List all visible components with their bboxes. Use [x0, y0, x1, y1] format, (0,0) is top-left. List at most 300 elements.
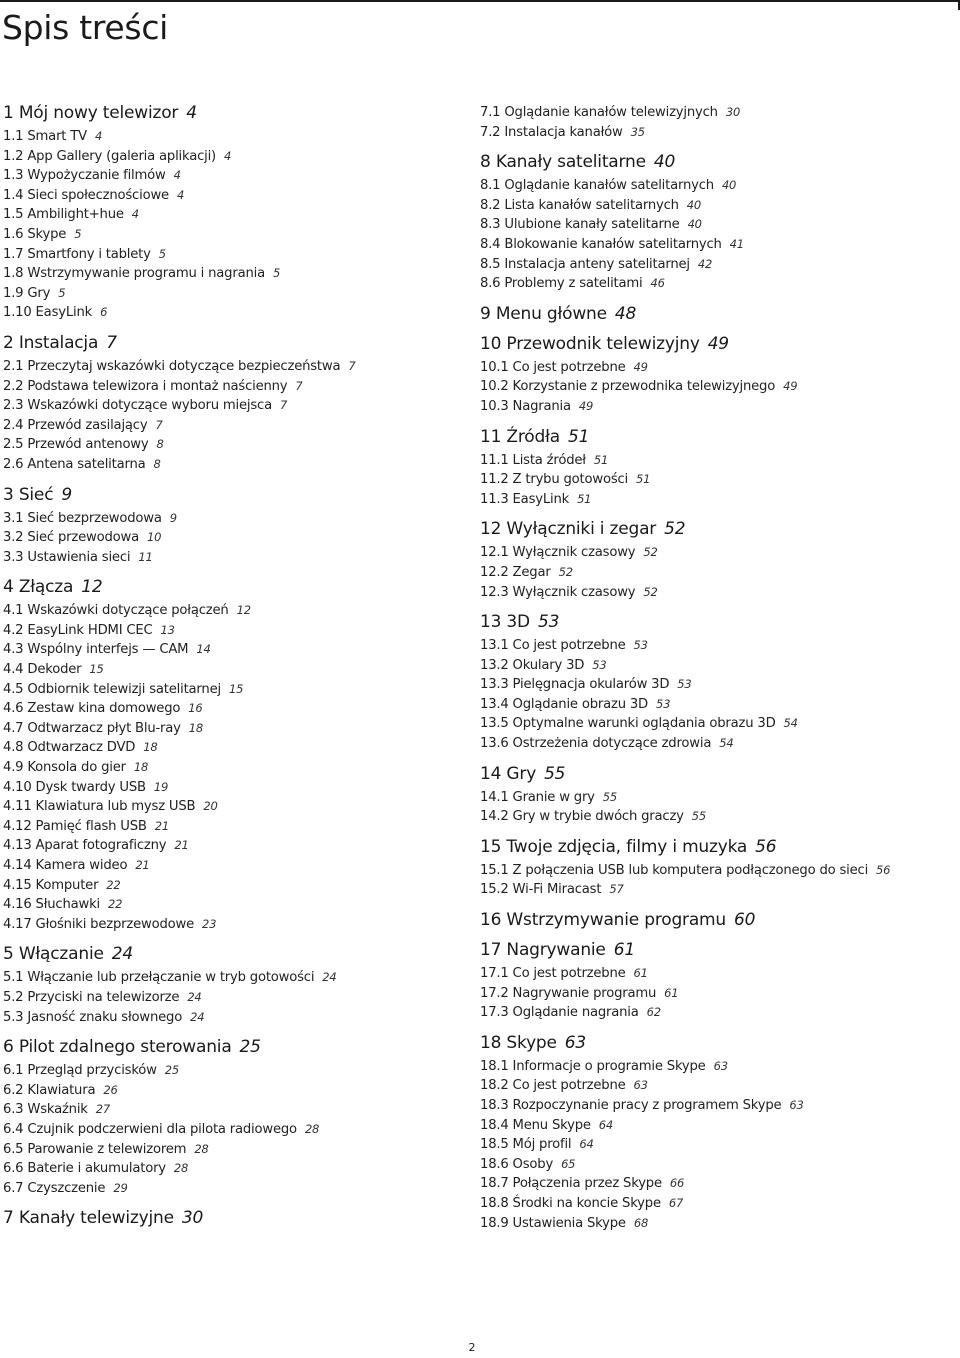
toc-chapter-entry[interactable]: [3, 1208, 468, 1228]
subsection-page-number: 10: [146, 530, 162, 545]
toc-subsection-entry[interactable]: [480, 675, 958, 695]
subsection-page-number: 40: [687, 217, 702, 232]
toc-section: [3, 103, 468, 323]
subsection-page-number: 16: [188, 701, 203, 716]
toc-subsection-entry[interactable]: [3, 817, 468, 837]
toc-subsection-entry[interactable]: [3, 264, 468, 284]
subsection-title: 5.1 Włączanie lub przełączanie w tryb gotowości: [3, 970, 315, 986]
subsection-title: 2.4 Przewód zasilający: [3, 417, 148, 433]
chapter-title: 17 Nagrywanie: [480, 940, 606, 961]
subsection-title: 2.1 Przeczytaj wskazówki dotyczące bezpieczeństwa: [3, 358, 341, 374]
toc-subsection-entry[interactable]: [3, 988, 468, 1008]
chapter-page-number: 12: [81, 577, 103, 598]
toc-chapter-entry[interactable]: [3, 944, 468, 964]
toc-subsection-entry[interactable]: [480, 451, 958, 471]
toc-chapter-entry[interactable]: [480, 1033, 958, 1053]
toc-chapter-entry[interactable]: [3, 1037, 468, 1057]
subsection-page-number: 14: [196, 642, 211, 657]
toc-subsection-list: [480, 1057, 958, 1233]
subsection-title: 13.6 Ostrzeżenia dotyczące zdrowia: [480, 736, 712, 752]
toc-subsection-entry[interactable]: [3, 968, 468, 988]
subsection-page-number: 4: [176, 187, 185, 202]
subsection-page-number: 4: [224, 148, 232, 163]
toc-chapter-entry[interactable]: [480, 304, 958, 324]
subsection-page-number: 28: [194, 1141, 209, 1156]
toc-subsection-entry[interactable]: [480, 123, 958, 143]
toc-subsection-entry[interactable]: [3, 225, 468, 245]
subsection-page-number: 63: [633, 1078, 648, 1093]
toc-subsection-entry[interactable]: [3, 758, 468, 778]
toc-subsection-list: [3, 357, 468, 475]
toc-section: [3, 577, 468, 934]
toc-section: [480, 837, 958, 900]
chapter-title: 3 Sieć: [3, 484, 54, 505]
subsection-title: 18.5 Mój profil: [480, 1137, 572, 1153]
subsection-title: 5.2 Przyciski na telewizorze: [3, 989, 180, 1005]
subsection-page-number: 40: [721, 178, 737, 193]
toc-subsection-entry[interactable]: [3, 1120, 468, 1140]
chapter-title: 16 Wstrzymywanie programu: [480, 910, 726, 931]
toc-subsection-entry[interactable]: [480, 656, 958, 676]
subsection-page-number: 53: [656, 696, 671, 711]
subsection-page-number: 51: [593, 452, 609, 467]
toc-section: [480, 910, 958, 930]
toc-chapter-entry[interactable]: [480, 152, 958, 172]
toc-subsection-entry[interactable]: [480, 1116, 958, 1136]
toc-subsection-entry[interactable]: [3, 205, 468, 225]
subsection-title: 18.7 Połączenia przez Skype: [480, 1176, 662, 1192]
subsection-page-number: 65: [561, 1156, 576, 1171]
subsection-title: 4.7 Odtwarzacz płyt Blu-ray: [3, 720, 181, 736]
toc-subsection-entry[interactable]: [3, 284, 468, 304]
subsection-title: 3.2 Sieć przewodowa: [3, 530, 139, 546]
page-number: 2: [468, 1341, 476, 1354]
subsection-page-number: 24: [190, 1009, 205, 1024]
subsection-page-number: 22: [106, 877, 121, 892]
subsection-title: 2.6 Antena satelitarna: [3, 456, 146, 472]
toc-subsection-entry[interactable]: [480, 490, 958, 510]
subsection-page-number: 55: [691, 809, 707, 824]
chapter-title: 5 Włączanie: [3, 944, 104, 965]
subsection-page-number: 52: [643, 584, 658, 599]
toc-subsection-entry[interactable]: [480, 196, 958, 216]
toc-right-column: [480, 103, 958, 1243]
subsection-page-number: 27: [95, 1102, 110, 1117]
chapter-title: 4 Złącza: [3, 577, 74, 598]
toc-section: [3, 1037, 468, 1198]
subsection-title: 4.4 Dekoder: [3, 662, 82, 678]
toc-subsection-entry[interactable]: [480, 103, 958, 123]
toc-subsection-list: [3, 1061, 468, 1198]
subsection-page-number: 20: [203, 799, 218, 814]
toc-subsection-entry[interactable]: [480, 807, 958, 827]
subsection-page-number: 4: [173, 168, 181, 183]
subsection-title: 18.3 Rozpoczynanie pracy z programem Skype: [480, 1098, 782, 1113]
toc-subsection-entry[interactable]: [3, 166, 468, 186]
toc-subsection-entry[interactable]: [3, 357, 468, 377]
toc-section: [3, 1208, 468, 1228]
toc-subsection-list: [480, 543, 958, 602]
subsection-page-number: 18: [188, 720, 203, 735]
subsection-title: 18.4 Menu Skype: [480, 1117, 591, 1133]
toc-subsection-entry[interactable]: [3, 396, 468, 416]
subsection-page-number: 57: [609, 882, 624, 897]
toc-subsection-entry[interactable]: [480, 1135, 958, 1155]
subsection-page-number: 15: [89, 662, 104, 677]
subsection-title: 4.13 Aparat fotograficzny: [3, 838, 167, 854]
toc-subsection-entry[interactable]: [3, 660, 468, 680]
subsection-title: 6.7 Czyszczenie: [3, 1180, 106, 1196]
toc-subsection-entry[interactable]: [480, 543, 958, 563]
subsection-title: 1.8 Wstrzymywanie programu i nagrania: [3, 266, 265, 282]
chapter-title: 8 Kanały satelitarne: [480, 152, 646, 173]
subsection-title: 11.2 Z trybu gotowości: [480, 472, 629, 488]
subsection-page-number: 54: [783, 716, 798, 731]
chapter-title: 10 Przewodnik telewizyjny: [480, 333, 700, 354]
toc-subsection-entry[interactable]: [3, 856, 468, 876]
subsection-title: 6.4 Czujnik podczerwieni dla pilota radiowego: [3, 1121, 297, 1137]
toc-subsection-entry[interactable]: [480, 583, 958, 603]
toc-subsection-entry[interactable]: [480, 636, 958, 656]
toc-subsection-entry[interactable]: [480, 695, 958, 715]
subsection-page-number: 21: [135, 858, 150, 872]
subsection-page-number: 64: [598, 1117, 614, 1132]
subsection-page-number: 24: [322, 970, 337, 985]
subsection-title: 14.2 Gry w trybie dwóch graczy: [480, 809, 684, 825]
subsection-title: 13.3 Pielęgnacja okularów 3D: [480, 677, 670, 693]
toc-subsection-list: [3, 601, 468, 934]
chapter-page-number: 55: [544, 763, 566, 784]
subsection-title: 6.2 Klawiatura: [3, 1082, 96, 1098]
toc-chapter-entry[interactable]: [3, 485, 468, 505]
subsection-page-number: 53: [633, 638, 648, 653]
toc-subsection-entry[interactable]: [3, 303, 468, 323]
subsection-title: 4.3 Wspólny interfejs — CAM: [3, 642, 189, 658]
toc-section: [480, 940, 958, 1023]
chapter-title: 9 Menu główne: [480, 303, 607, 324]
toc-section: [480, 1033, 958, 1233]
toc-subsection-entry[interactable]: [3, 738, 468, 758]
toc-chapter-entry[interactable]: [3, 103, 468, 123]
toc-subsection-list: [480, 964, 958, 1023]
subsection-page-number: 26: [103, 1082, 118, 1097]
subsection-page-number: 9: [169, 510, 177, 525]
subsection-page-number: 13: [160, 622, 175, 637]
subsection-title: 8.2 Lista kanałów satelitarnych: [480, 197, 679, 213]
toc-subsection-entry[interactable]: [480, 563, 958, 583]
toc-chapter-entry[interactable]: [3, 577, 468, 597]
subsection-page-number: 29: [113, 1180, 128, 1195]
toc-subsection-entry[interactable]: [480, 788, 958, 808]
toc-subsection-entry[interactable]: [480, 397, 958, 417]
subsection-title: 12.3 Wyłącznik czasowy: [480, 584, 636, 600]
subsection-title: 4.2 EasyLink HDMI CEC: [3, 622, 153, 638]
subsection-title: 1.4 Sieci społecznościowe: [3, 187, 169, 203]
subsection-page-number: 42: [697, 256, 713, 271]
subsection-title: 15.2 Wi-Fi Miracast: [480, 882, 602, 898]
subsection-title: 7.1 Oglądanie kanałów telewizyjnych: [480, 105, 718, 120]
toc-chapter-entry[interactable]: [480, 764, 958, 784]
subsection-page-number: 5: [58, 285, 66, 300]
toc-subsection-entry[interactable]: [480, 1155, 958, 1175]
toc-subsection-entry[interactable]: [3, 1140, 468, 1160]
toc-subsection-entry[interactable]: [3, 455, 468, 475]
chapter-page-number: 24: [111, 944, 133, 965]
toc-subsection-entry[interactable]: [3, 435, 468, 455]
toc-subsection-entry[interactable]: [3, 699, 468, 719]
subsection-title: 4.1 Wskazówki dotyczące połączeń: [3, 603, 229, 619]
toc-chapter-entry[interactable]: [3, 333, 468, 353]
toc-subsection-entry[interactable]: [3, 416, 468, 436]
subsection-title: 8.3 Ulubione kanały satelitarne: [480, 217, 680, 233]
toc-chapter-entry[interactable]: [480, 940, 958, 960]
chapter-page-number: 61: [613, 940, 635, 961]
toc-subsection-entry[interactable]: [3, 1008, 468, 1028]
toc-subsection-entry[interactable]: [3, 377, 468, 397]
subsection-title: 4.12 Pamięć flash USB: [3, 818, 147, 834]
subsection-page-number: 61: [633, 966, 648, 981]
toc-chapter-entry[interactable]: [480, 837, 958, 857]
toc-section: [480, 427, 958, 510]
subsection-page-number: 19: [153, 779, 169, 794]
toc-subsection-list: [3, 127, 468, 323]
subsection-page-number: 28: [173, 1161, 189, 1176]
chapter-page-number: 7: [106, 332, 117, 353]
subsection-title: 2.2 Podstawa telewizora i montaż naścienny: [3, 378, 288, 394]
subsection-page-number: 52: [643, 545, 658, 560]
toc-subsection-list: [480, 358, 958, 417]
chapter-page-number: 4: [186, 103, 197, 123]
subsection-title: 1.2 App Gallery (galeria aplikacji): [3, 148, 217, 164]
toc-section: [3, 944, 468, 1027]
subsection-page-number: 23: [202, 916, 217, 931]
subsection-page-number: 22: [108, 897, 123, 912]
toc-subsection-entry[interactable]: [3, 245, 468, 265]
subsection-title: 15.1 Z połączenia USB lub komputera podłączonego do sieci: [480, 862, 869, 878]
subsection-title: 6.5 Parowanie z telewizorem: [3, 1141, 187, 1157]
subsection-page-number: 67: [668, 1195, 684, 1210]
toc-section: [480, 304, 958, 324]
toc-subsection-entry[interactable]: [480, 1076, 958, 1096]
toc-subsection-entry[interactable]: [480, 861, 958, 881]
subsection-title: 8.6 Problemy z satelitami: [480, 276, 643, 292]
toc-subsection-entry[interactable]: [3, 186, 468, 206]
subsection-title: 4.9 Konsola do gier: [3, 760, 126, 776]
toc-subsection-entry[interactable]: [3, 680, 468, 700]
toc-subsection-entry[interactable]: [480, 255, 958, 275]
toc-subsection-entry[interactable]: [480, 358, 958, 378]
toc-subsection-entry[interactable]: [480, 470, 958, 490]
chapter-page-number: 56: [755, 836, 777, 857]
chapter-page-number: 63: [564, 1032, 587, 1053]
subsection-page-number: 6: [100, 305, 108, 320]
subsection-title: 18.2 Co jest potrzebne: [480, 1078, 626, 1094]
subsection-title: 1.7 Smartfony i tablety: [3, 246, 151, 262]
subsection-page-number: 7: [348, 358, 356, 373]
toc-subsection-entry[interactable]: [3, 797, 468, 817]
toc-section: [3, 333, 468, 475]
toc-subsection-entry[interactable]: [3, 1159, 468, 1179]
subsection-title: 18.9 Ustawienia Skype: [480, 1215, 626, 1231]
chapter-title: 2 Instalacja: [3, 332, 99, 353]
toc-section: [480, 612, 958, 754]
subsection-title: 1.6 Skype: [3, 226, 67, 242]
subsection-page-number: 7: [279, 398, 288, 413]
subsection-page-number: 61: [664, 985, 679, 1000]
subsection-page-number: 4: [94, 129, 103, 143]
subsection-page-number: 12: [236, 603, 251, 618]
toc-subsection-entry[interactable]: [480, 1096, 958, 1116]
toc-subsection-entry[interactable]: [480, 1174, 958, 1194]
toc-subsection-entry[interactable]: [3, 147, 468, 167]
toc-chapter-entry[interactable]: [480, 334, 958, 354]
toc-subsection-entry[interactable]: [3, 509, 468, 529]
subsection-page-number: 7: [295, 378, 303, 393]
subsection-page-number: 5: [74, 226, 82, 241]
subsection-page-number: 21: [174, 838, 189, 853]
chapter-page-number: 9: [61, 484, 72, 505]
toc-chapter-entry[interactable]: [480, 427, 958, 447]
toc-subsection-entry[interactable]: [480, 714, 958, 734]
toc-section: [480, 334, 958, 417]
subsection-title: 3.3 Ustawienia sieci: [3, 549, 131, 565]
chapter-title: 13 3D: [480, 612, 530, 633]
subsection-title: 6.1 Przegląd przycisków: [3, 1063, 157, 1079]
subsection-page-number: 66: [669, 1176, 685, 1191]
toc-section: [480, 764, 958, 827]
toc-subsection-entry[interactable]: [480, 176, 958, 196]
chapter-page-number: 30: [181, 1208, 204, 1229]
subsection-page-number: 21: [154, 818, 169, 833]
toc-subsection-entry[interactable]: [3, 621, 468, 641]
toc-subsection-entry[interactable]: [3, 876, 468, 896]
toc-subsection-entry[interactable]: [3, 640, 468, 660]
subsection-page-number: 35: [630, 124, 645, 139]
toc-chapter-entry[interactable]: [480, 910, 958, 930]
subsection-page-number: 64: [579, 1137, 594, 1152]
subsection-title: 2.5 Przewód antenowy: [3, 437, 149, 453]
toc-chapter-entry[interactable]: [480, 612, 958, 632]
toc-section: [480, 152, 958, 294]
page-title: Spis treści: [2, 8, 169, 47]
toc-subsection-list: [480, 636, 958, 754]
subsection-page-number: 63: [713, 1058, 728, 1073]
toc-subsection-entry[interactable]: [3, 601, 468, 621]
subsection-title: 11.3 EasyLink: [480, 491, 570, 507]
subsection-page-number: 46: [650, 276, 665, 291]
toc-subsection-entry[interactable]: [480, 1214, 958, 1234]
toc-subsection-entry[interactable]: [3, 1081, 468, 1101]
toc-subsection-entry[interactable]: [3, 1179, 468, 1199]
toc-subsection-list: [480, 861, 958, 900]
subsection-title: 1.3 Wypożyczanie filmów: [3, 168, 166, 184]
subsection-page-number: 49: [783, 379, 798, 394]
toc-subsection-entry[interactable]: [480, 377, 958, 397]
chapter-title: 11 Źródła: [480, 426, 560, 447]
subsection-page-number: 30: [725, 105, 741, 119]
top-rule: [0, 0, 960, 2]
subsection-title: 10.2 Korzystanie z przewodnika telewizyjnego: [480, 379, 776, 395]
toc-subsection-entry[interactable]: [480, 734, 958, 754]
toc-subsection-entry[interactable]: [480, 1194, 958, 1214]
subsection-page-number: 68: [633, 1215, 649, 1230]
chapter-page-number: 60: [733, 910, 756, 931]
toc-section: [3, 485, 468, 568]
toc-subsection-list: [3, 968, 468, 1027]
toc-subsection-entry[interactable]: [480, 984, 958, 1004]
toc-subsection-entry[interactable]: [3, 895, 468, 915]
subsection-title: 18.8 Środki na koncie Skype: [480, 1195, 661, 1211]
subsection-page-number: 49: [633, 359, 648, 374]
subsection-page-number: 53: [677, 677, 692, 692]
toc-subsection-entry[interactable]: [3, 1100, 468, 1120]
toc-subsection-entry[interactable]: [480, 274, 958, 294]
subsection-page-number: 52: [558, 564, 573, 579]
toc-subsection-entry[interactable]: [480, 215, 958, 235]
subsection-page-number: 25: [164, 1063, 179, 1078]
subsection-page-number: 5: [158, 246, 166, 261]
chapter-title: 1 Mój nowy telewizor: [3, 103, 179, 123]
subsection-title: 7.2 Instalacja kanałów: [480, 124, 623, 140]
subsection-page-number: 55: [602, 789, 618, 804]
subsection-title: 4.11 Klawiatura lub mysz USB: [3, 799, 196, 815]
toc-subsection-entry[interactable]: [3, 778, 468, 798]
toc-chapter-entry[interactable]: [480, 519, 958, 539]
toc-subsection-entry[interactable]: [480, 1003, 958, 1023]
toc-subsection-entry[interactable]: [3, 836, 468, 856]
subsection-title: 4.17 Głośniki bezprzewodowe: [3, 916, 195, 932]
toc-subsection-entry[interactable]: [3, 915, 468, 935]
toc-subsection-entry[interactable]: [3, 548, 468, 568]
subsection-title: 4.16 Słuchawki: [3, 897, 101, 913]
toc-subsection-entry[interactable]: [3, 1061, 468, 1081]
subsection-title: 13.4 Oglądanie obrazu 3D: [480, 696, 648, 712]
chapter-page-number: 52: [664, 519, 686, 540]
subsection-title: 4.5 Odbiornik telewizji satelitarnej: [3, 681, 221, 697]
subsection-title: 12.1 Wyłącznik czasowy: [480, 545, 636, 561]
subsection-title: 4.6 Zestaw kina domowego: [3, 701, 181, 717]
subsection-page-number: 24: [187, 989, 202, 1004]
subsection-title: 4.15 Komputer: [3, 877, 99, 893]
toc-subsection-entry[interactable]: [480, 235, 958, 255]
toc-subsection-list: [480, 451, 958, 510]
toc-subsection-entry[interactable]: [480, 880, 958, 900]
toc-subsection-list: [480, 788, 958, 827]
toc-subsection-entry[interactable]: [480, 964, 958, 984]
subsection-title: 17.2 Nagrywanie programu: [480, 985, 657, 1001]
toc-subsection-entry[interactable]: [480, 1057, 958, 1077]
subsection-page-number: 8: [156, 437, 164, 452]
subsection-page-number: 15: [228, 681, 244, 696]
toc-subsection-entry[interactable]: [3, 127, 468, 147]
chapter-page-number: 51: [567, 426, 590, 447]
toc-left-column: [3, 103, 468, 1238]
subsection-page-number: 53: [592, 657, 607, 672]
toc-subsection-entry[interactable]: [3, 719, 468, 739]
subsection-page-number: 40: [686, 197, 702, 212]
chapter-page-number: 48: [614, 303, 637, 324]
subsection-page-number: 11: [138, 549, 153, 564]
subsection-title: 18.6 Osoby: [480, 1156, 554, 1172]
toc-subsection-entry[interactable]: [3, 528, 468, 548]
subsection-title: 13.5 Optymalne warunki oglądania obrazu 3D: [480, 716, 776, 732]
subsection-title: 4.8 Odtwarzacz DVD: [3, 740, 136, 756]
chapter-title: 14 Gry: [480, 763, 537, 784]
subsection-title: 6.6 Baterie i akumulatory: [3, 1161, 166, 1177]
subsection-title: 17.3 Oglądanie nagrania: [480, 1005, 639, 1021]
subsection-title: 17.1 Co jest potrzebne: [480, 966, 626, 982]
chapter-page-number: 25: [239, 1037, 261, 1058]
